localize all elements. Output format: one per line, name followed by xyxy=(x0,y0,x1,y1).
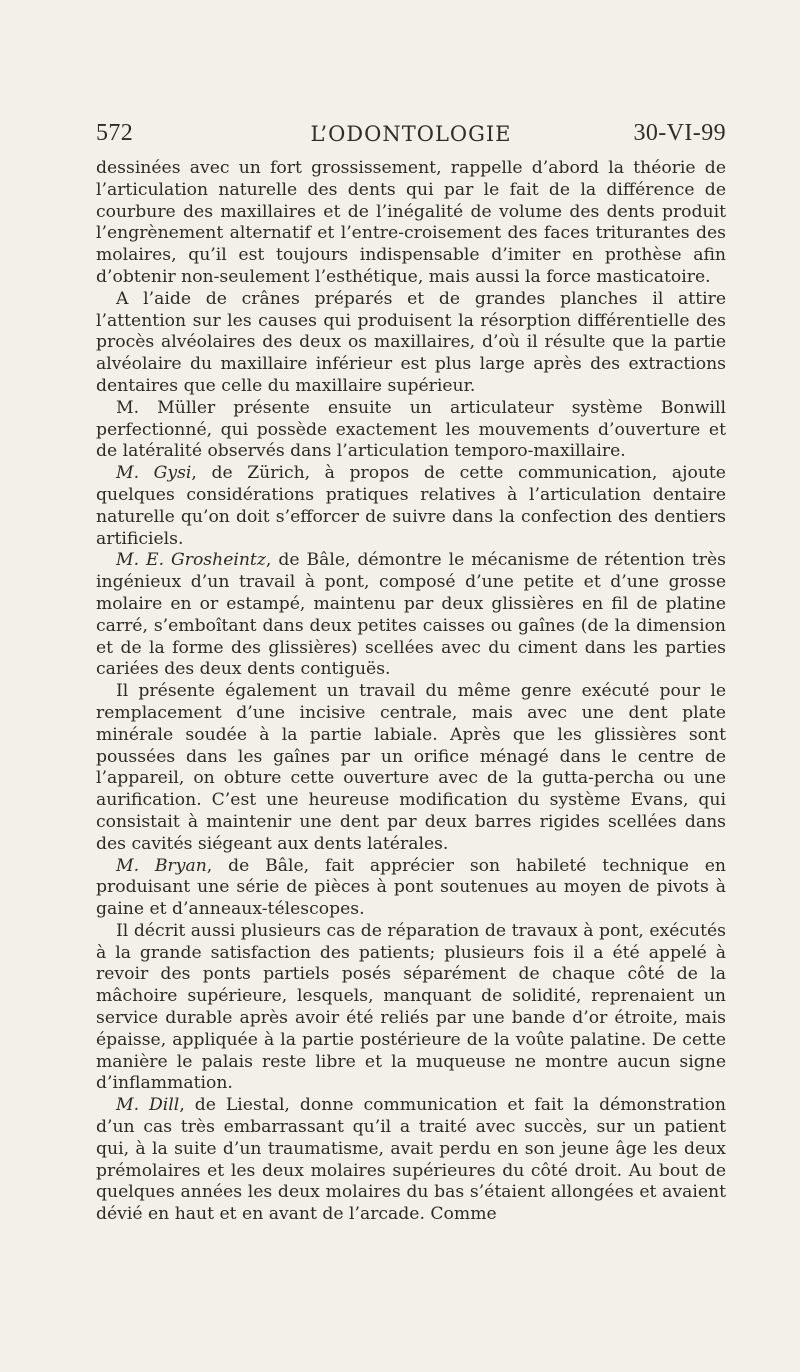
paragraph-text: Il décrit aussi plusieurs cas de réparation de travaux à pont, exécutés à la grande satisfaction des patients; plusieurs fois il a été appelé à revoir des ponts partiels posés séparément de chaque côté de la mâchoire supérieure, lesquels, manquant de solidité, reprenaient un service durable après avoir été reliés par une bande d’or étroite, mais épaisse, appliquée à la partie postérieure de la voûte palatine. De cette manière le palais reste libre et la muqueuse ne montre aucun signe d’inflammation. xyxy=(96,920,726,1094)
paragraph xyxy=(96,398,726,463)
paragraph xyxy=(96,921,726,1095)
article-body xyxy=(96,158,726,1226)
paragraph-text: M. Müller présente ensuite un articulateur système Bonwill perfectionné, qui possède exactement les mouvements d’ouverture et de latéralité observés dans l’articulation temporo-maxillaire. xyxy=(96,397,726,462)
paragraph-text: , de Zürich, à propos de cette communication, ajoute quelques considérations pratiques relatives à l’articulation dentaire naturelle qu’on doit s’efforcer de suivre dans la confection des dentiers artificiels. xyxy=(96,463,726,549)
speaker-name: M. Bryan xyxy=(116,855,207,876)
paragraph xyxy=(96,289,726,398)
paragraph-text: dessinées avec un fort grossissement, rappelle d’abord la théorie de l’articulation naturelle des dents qui par le fait de la différence de courbure des maxillaires et de l’inégalité de volume des dents produit l’engrènement alternatif et l’entre-croisement des faces triturantes des molaires, qu’il est toujours indispensable d’imiter en prothèse afin d’obtenir non-seulement l’esthétique, mais aussi la force masticatoire. xyxy=(96,158,726,287)
paragraph xyxy=(96,856,726,921)
running-title: L’ODONTOLOGIE xyxy=(310,122,512,146)
paragraph-text: Il présente également un travail du même genre exécuté pour le remplacement d’une incisive centrale, mais avec une dent plate minérale soudée à la partie labiale. Après que les glissières sont poussées dans les gaînes par un orifice ménagé dans le centre de l’appareil, on obture cette ouverture avec de la gutta-percha ou une aurification. C’est une heureuse modification du système Evans, qui consistait à maintenir une dent par deux barres rigides scellées dans des cavités siégeant aux dents latérales. xyxy=(96,681,726,854)
paragraph xyxy=(96,681,726,855)
issue-date: 30-VI-99 xyxy=(633,120,726,146)
paragraph-text: A l’aide de crânes préparés et de grandes planches il attire l’attention sur les causes qui produisent la résorption différentielle des procès alvéolaires des deux os maxillaires, d’où il résulte que la partie alvéolaire du maxillaire inférieur est plus large après des extractions dentaires que celle du maxillaire supérieur. xyxy=(96,288,726,396)
paragraph xyxy=(96,1095,726,1226)
paragraph-text: , de Bâle, démontre le mécanisme de rétention très ingénieux d’un travail à pont, composé d’une petite et d’une grosse molaire en or estampé, maintenu par deux glissières en fil de platine carré, s’emboîtant dans deux petites caisses ou gaînes (de la dimension et de la forme des glissières) scellées avec du ciment dans les parties cariées des deux dents contiguës. xyxy=(96,550,726,680)
paragraph-text: , de Bâle, fait apprécier son habileté technique en produisant une série de pièces à pont soutenues au moyen de pivots à gaine et d’anneaux-télescopes. xyxy=(96,855,726,920)
speaker-name: M. Gysi xyxy=(116,463,192,484)
speaker-name: M. Dill xyxy=(116,1095,180,1116)
speaker-name: M. E. Grosheintz xyxy=(116,550,266,571)
paragraph xyxy=(96,550,726,681)
paragraph xyxy=(96,463,726,550)
paragraph-text: , de Liestal, donne communication et fait la démonstration d’un cas très embarrassant qu’il a traité avec succès, sur un patient qui, à la suite d’un traumatisme, avait perdu en son jeune âge les deux prémolaires et les deux molaires supérieures du côté droit. Au bout de quelques années les deux molaires du bas s’étaient allongées et avaient dévié en haut et en avant de l’arcade. Comme xyxy=(96,1095,726,1225)
paragraph xyxy=(96,158,726,289)
running-header xyxy=(96,120,726,154)
page-number: 572 xyxy=(96,120,134,146)
